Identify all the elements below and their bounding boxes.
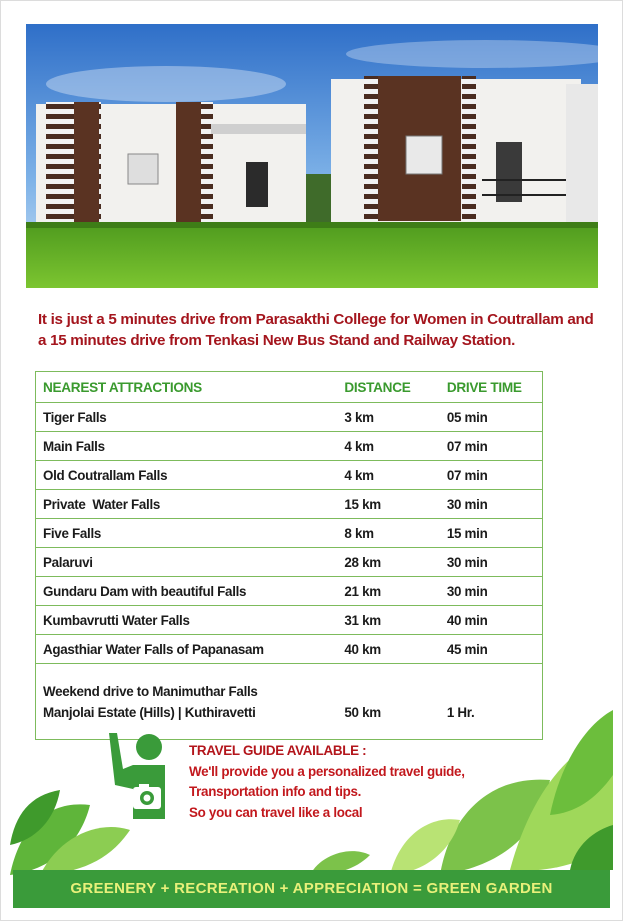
table-row xyxy=(36,606,543,635)
attraction-name: Tiger Falls xyxy=(36,403,338,432)
table-row xyxy=(36,577,543,606)
table-row xyxy=(36,403,543,432)
attraction-name: Gundaru Dam with beautiful Falls xyxy=(36,577,338,606)
attraction-time: 07 min xyxy=(440,461,543,490)
table-row xyxy=(36,635,543,664)
header-drive-time: DRIVE TIME xyxy=(446,379,522,395)
header-attractions: NEAREST ATTRACTIONS xyxy=(43,379,202,395)
attraction-name: Palaruvi xyxy=(36,548,338,577)
attraction-time: 05 min xyxy=(440,403,543,432)
attraction-distance: 31 km xyxy=(337,606,439,635)
attraction-distance: 8 km xyxy=(337,519,439,548)
cottage-photo xyxy=(26,24,598,288)
weekend-drive-line1: Weekend drive to Manimuthar Falls xyxy=(43,683,258,699)
attraction-name: Old Coutrallam Falls xyxy=(36,461,338,490)
attractions-table xyxy=(35,371,543,740)
attraction-time: 30 min xyxy=(440,548,543,577)
attraction-distance: 28 km xyxy=(337,548,439,577)
attraction-name: Main Falls xyxy=(36,432,338,461)
table-row xyxy=(36,548,543,577)
attraction-distance: 21 km xyxy=(337,577,439,606)
traveler-with-camera-icon xyxy=(103,729,175,819)
footer-banner: GREENERY + RECREATION + APPRECIATION = GREEN GARDEN xyxy=(13,870,610,908)
weekend-drive-line2: Manjolai Estate (Hills) | Kuthiravetti xyxy=(43,704,256,720)
attraction-time: 30 min xyxy=(440,490,543,519)
travel-guide-line: So you can travel like a local xyxy=(189,804,363,820)
travel-guide-heading: TRAVEL GUIDE AVAILABLE : xyxy=(189,743,367,758)
travel-guide-text xyxy=(189,741,509,823)
attraction-name: Kumbavrutti Water Falls xyxy=(36,606,338,635)
attraction-time: 30 min xyxy=(440,577,543,606)
intro-text: It is just a 5 minutes drive from Parasakthi College for Women in Coutrallam and a 15 minutes drive from Tenkasi New Bus Stand and Railway Station. xyxy=(38,311,594,349)
header-distance: DISTANCE xyxy=(344,379,411,395)
table-row xyxy=(36,461,543,490)
travel-guide-line: We'll provide you a personalized travel guide, xyxy=(189,763,465,779)
table-row xyxy=(36,490,543,519)
attraction-distance: 4 km xyxy=(337,432,439,461)
attraction-time: 15 min xyxy=(440,519,543,548)
attraction-time: 1 Hr. xyxy=(440,664,543,740)
attraction-name: Agasthiar Water Falls of Papanasam xyxy=(36,635,338,664)
table-row xyxy=(36,432,543,461)
attraction-time: 40 min xyxy=(440,606,543,635)
attraction-distance: 15 km xyxy=(337,490,439,519)
attraction-time: 07 min xyxy=(440,432,543,461)
attraction-distance: 40 km xyxy=(337,635,439,664)
attraction-name: Private Water Falls xyxy=(36,490,338,519)
table-header-row xyxy=(36,372,543,403)
attraction-distance: 50 km xyxy=(337,664,439,740)
attraction-time: 45 min xyxy=(440,635,543,664)
attraction-distance: 3 km xyxy=(337,403,439,432)
attraction-name: Five Falls xyxy=(36,519,338,548)
travel-guide-line: Transportation info and tips. xyxy=(189,784,362,799)
table-row xyxy=(36,519,543,548)
attraction-distance: 4 km xyxy=(337,461,439,490)
